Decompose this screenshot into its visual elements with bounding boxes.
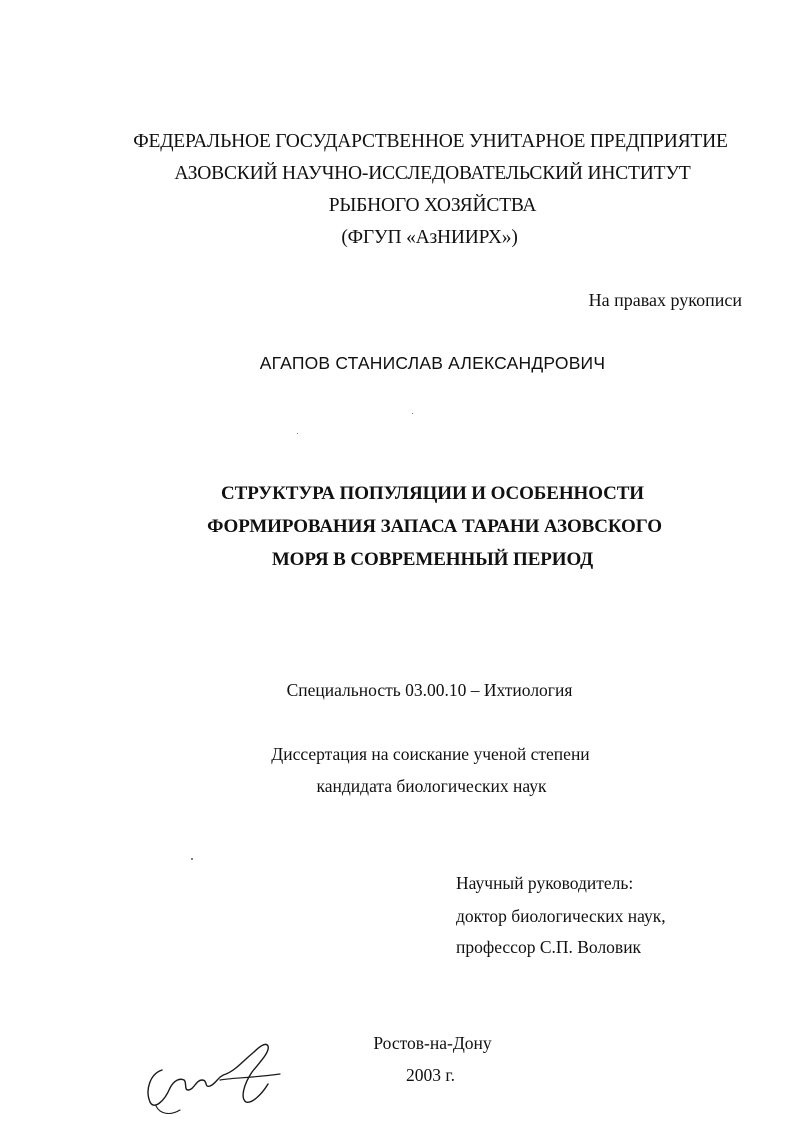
- organization-line-1: ФЕДЕРАЛЬНОЕ ГОСУДАРСТВЕННОЕ УНИТАРНОЕ ПРЕДПРИЯТИЕ: [133, 131, 728, 152]
- dissertation-line-2: кандидата биологических наук: [316, 776, 547, 796]
- supervisor-name: профессор С.П. Воловик: [456, 937, 642, 957]
- supervisor-degree: доктор биологических наук,: [456, 906, 666, 926]
- handwritten-signature-icon: [140, 1040, 285, 1120]
- specialty: Специальность 03.00.10 – Ихтиология: [286, 680, 573, 700]
- organization-line-3: РЫБНОГО ХОЗЯЙСТВА: [328, 195, 537, 216]
- place: Ростов-на-Дону: [373, 1033, 492, 1053]
- author-name: АГАПОВ СТАНИСЛАВ АЛЕКСАНДРОВИЧ: [259, 353, 606, 373]
- year: 2003 г.: [406, 1065, 455, 1085]
- scan-speck: [412, 413, 413, 414]
- scan-speck: [297, 433, 298, 434]
- dissertation-line-1: Диссертация на соискание ученой степени: [271, 744, 590, 764]
- supervisor-label: Научный руководитель:: [456, 873, 634, 893]
- title-line-1: СТРУКТУРА ПОПУЛЯЦИИ И ОСОБЕННОСТИ: [221, 483, 644, 504]
- title-line-2: ФОРМИРОВАНИЯ ЗАПАСА ТАРАНИ АЗОВСКОГО: [207, 516, 662, 537]
- organization-abbreviation: (ФГУП «АзНИИРХ»): [341, 227, 518, 248]
- title-line-3: МОРЯ В СОВРЕМЕННЫЙ ПЕРИОД: [271, 549, 594, 570]
- manuscript-note: На правах рукописи: [588, 290, 742, 310]
- scan-speck: [191, 858, 193, 860]
- organization-line-2: АЗОВСКИЙ НАУЧНО-ИССЛЕДОВАТЕЛЬСКИЙ ИНСТИТУТ: [174, 163, 691, 184]
